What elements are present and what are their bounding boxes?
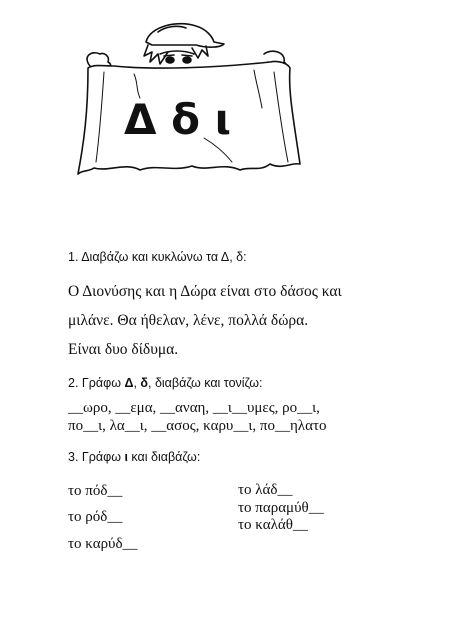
- banner-letters: Δ δ ι: [124, 95, 231, 144]
- section-2-heading-suffix: , διαβάζω και τονίζω:: [148, 376, 263, 390]
- child-holding-banner-illustration: [74, 12, 306, 190]
- story-line-2: μιλάνε. Θα ήθελαν, λένε, πολλά δώρα.: [68, 312, 309, 329]
- section-3-heading-suffix: και διαβάζω:: [127, 450, 201, 464]
- word-right-2: το παραμύθ__: [238, 500, 324, 516]
- section-2-heading: [68, 376, 262, 390]
- word-left-3: το καρύδ__: [68, 536, 138, 552]
- section-3-heading-prefix: 3. Γράφω: [68, 450, 125, 464]
- story-line-3: Είναι δυο δίδυμα.: [68, 341, 179, 358]
- section-2-heading-prefix: 2. Γράφω: [68, 376, 125, 390]
- word-left-1: το πόδ__: [68, 483, 123, 499]
- story-line-1: Ο Διονύσης και η Δώρα είναι στο δάσος και: [68, 283, 342, 300]
- word-left-2: το ρόδ__: [68, 509, 123, 525]
- fill-in-line-2: πο__ι, λα__ι, __ασος, καρυ__ι, πο__ηλατο: [68, 418, 327, 434]
- section-2-heading-small-delta: δ: [140, 376, 148, 390]
- word-right-1: το λάδ__: [238, 482, 293, 498]
- section-2-heading-separator: ,: [133, 376, 141, 390]
- section-3-heading: [68, 450, 200, 464]
- word-right-3: το καλάθ__: [238, 517, 308, 533]
- section-3-heading-iota: ι: [124, 450, 128, 464]
- section-1-heading: 1. Διαβάζω και κυκλώνω τα Δ, δ:: [68, 250, 247, 264]
- section-2-heading-capital-delta: Δ: [124, 376, 134, 390]
- fill-in-line-1: __ωρο, __εμα, __αναη, __ι__υμες, ρο__ι,: [68, 400, 320, 416]
